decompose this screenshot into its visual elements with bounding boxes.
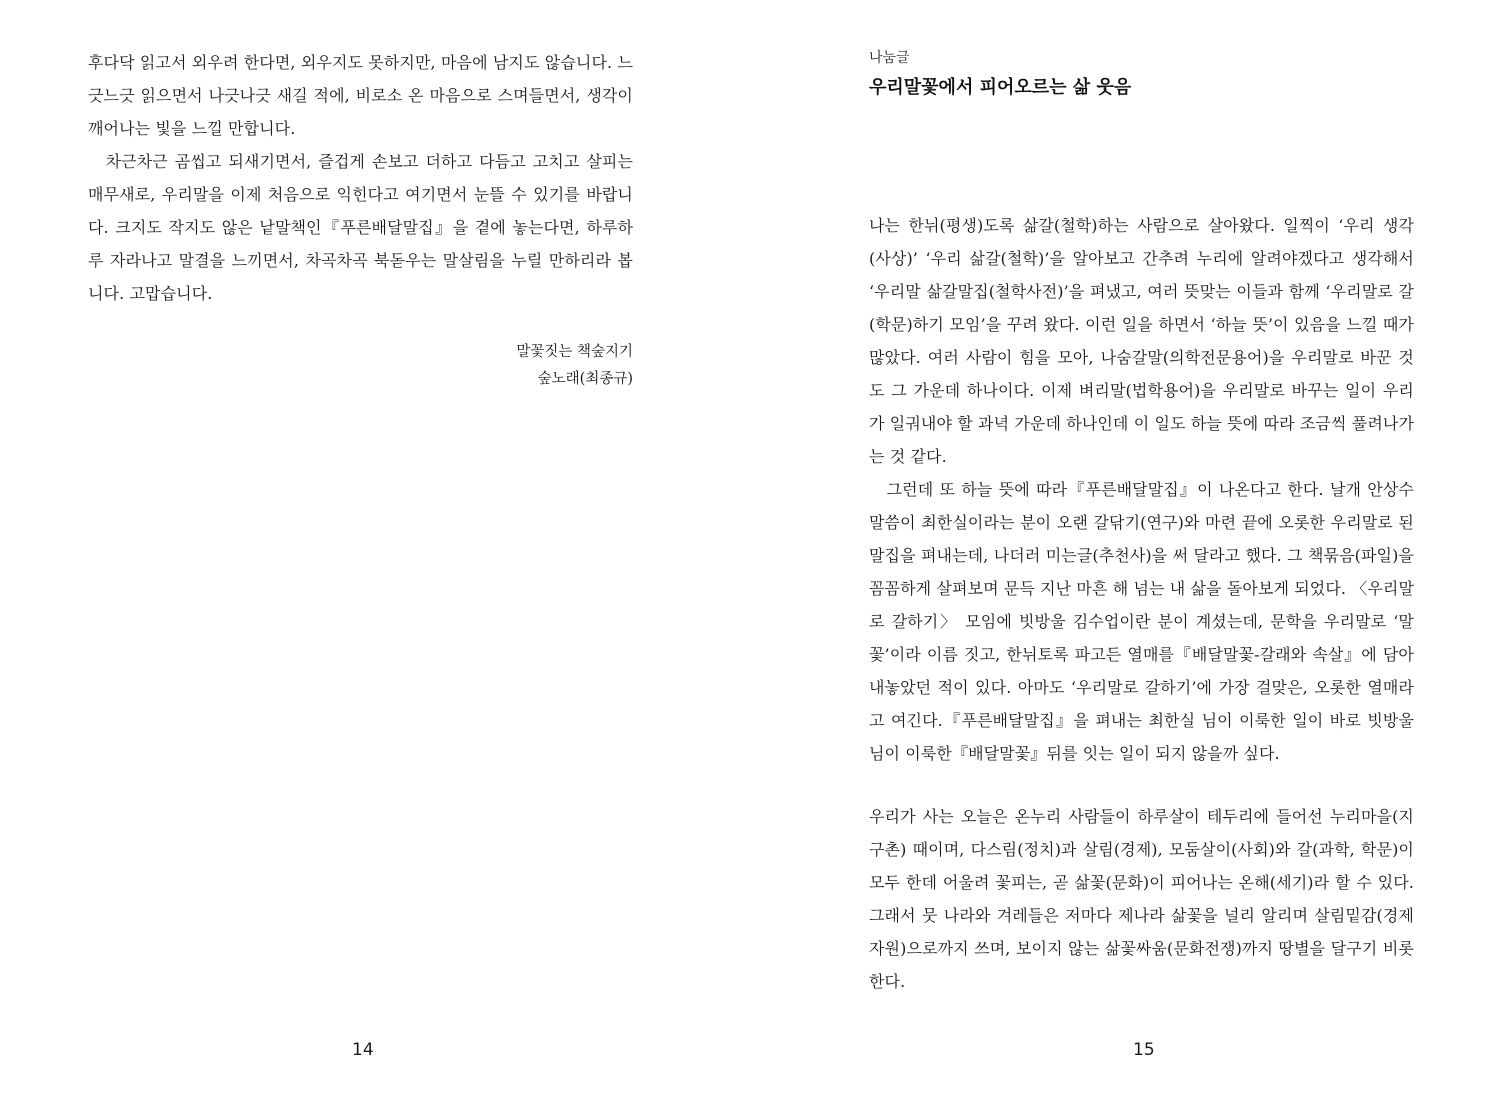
right-page-body [869,209,1414,770]
signature-role: 말꽃짓는 책숲지기 [516,344,633,360]
signature [330,339,633,393]
right-paragraph-3: 우리가 사는 오늘은 온누리 사람들이 하루살이 테두리에 들어선 누리마을(지구촌) 때이며, 다스림(정치)과 살림(경제), 모둠살이(사회)와 갈(과학, 학문)이 모두 한데 어울려 꽃피는, 곧 삶꽃(문화)이 피어나는 온해(세기)라 할 수 있다. 그래서 뭇 나라와 겨레들은 저마다 제나라 삶꽃을 널리 알리며 살림밑감(경제자원)으로까지 쓰며, 보이지 않는 삶꽃싸움(문화전쟁)까지 땅별을 달구기 비롯한다. [869,807,1414,991]
left-paragraph-1: 후다닥 읽고서 외우려 한다면, 외우지도 못하지만, 마음에 남지도 않습니다. 느긋느긋 읽으면서 나긋나긋 새길 적에, 비로소 온 마음으로 스며들면서, 생각이 깨어나는 빛을 느낄 만합니다. [88,53,633,138]
page-number-left: 14 [352,1040,374,1060]
right-paragraph-1: 나는 한뉘(평생)도록 삶갈(철학)하는 사람으로 살아왔다. 일찍이 ‘우리 생각(사상)’ ‘우리 삶갈(철학)’을 알아보고 간추려 누리에 알려야겠다고 생각해서 ‘우리말 삶갈말집(철학사전)’을 펴냈고, 여러 뜻맞는 이들과 함께 ‘우리말로 갈(학문)하기 모임’을 꾸려 왔다. 이런 일을 하면서 ‘하늘 뜻’이 있음을 느낄 때가 많았다. 여러 사람이 힘을 모아, 나숨갈말(의학전문용어)을 우리말로 바꾼 것도 그 가운데 하나이다. 이제 벼리말(법학용어)을 우리말로 바꾸는 일이 우리가 일궈내야 할 과녁 가운데 하나인데 이 일도 하늘 뜻에 따라 조금씩 풀려나가는 것 같다. [869,216,1414,466]
section-kicker: 나눔글 [869,50,910,66]
page-number-right: 15 [1133,1040,1155,1060]
right-page-body-continued [869,800,1414,998]
signature-author: 숲노래(최종규) [537,371,633,387]
left-page-body [88,46,633,310]
article-title: 우리말꽃에서 피어오르는 삶 웃음 [869,77,1132,98]
left-paragraph-2: 차근차근 곰씹고 되새기면서, 즐겁게 손보고 더하고 다듬고 고치고 살피는 매무새로, 우리말을 이제 처음으로 익힌다고 여기면서 눈뜰 수 있기를 바랍니다. 크지도 작지도 않은 낱말책인『푸른배달말집』을 곁에 놓는다면, 하루하루 자라나고 말결을 느끼면서, 차곡차곡 북돋우는 말살림을 누릴 만하리라 봅니다. 고맙습니다. [88,152,633,303]
right-page [750,0,1500,1100]
right-paragraph-2: 그런데 또 하늘 뜻에 따라『푸른배달말집』이 나온다고 한다. 날개 안상수 말씀이 최한실이라는 분이 오랜 갈닦기(연구)와 마련 끝에 오롯한 우리말로 된 말집을 펴내는데, 나더러 미는글(추천사)을 써 달라고 했다. 그 책묶음(파일)을 꼼꼼하게 살펴보며 문득 지난 마흔 해 넘는 내 삶을 돌아보게 되었다. 〈우리말로 갈하기〉 모임에 빗방울 김수업이란 분이 계셨는데, 문학을 우리말로 ‘말꽃’이라 이름 짓고, 한뉘토록 파고든 열매를『배달말꽃-갈래와 속살』에 담아 내놓았던 적이 있다. 아마도 ‘우리말로 갈하기’에 가장 걸맞은, 오롯한 열매라고 여긴다.『푸른배달말집』을 펴내는 최한실 님이 이룩한 일이 바로 빗방울 님이 이룩한『배달말꽃』뒤를 잇는 일이 되지 않을까 싶다. [869,480,1415,763]
